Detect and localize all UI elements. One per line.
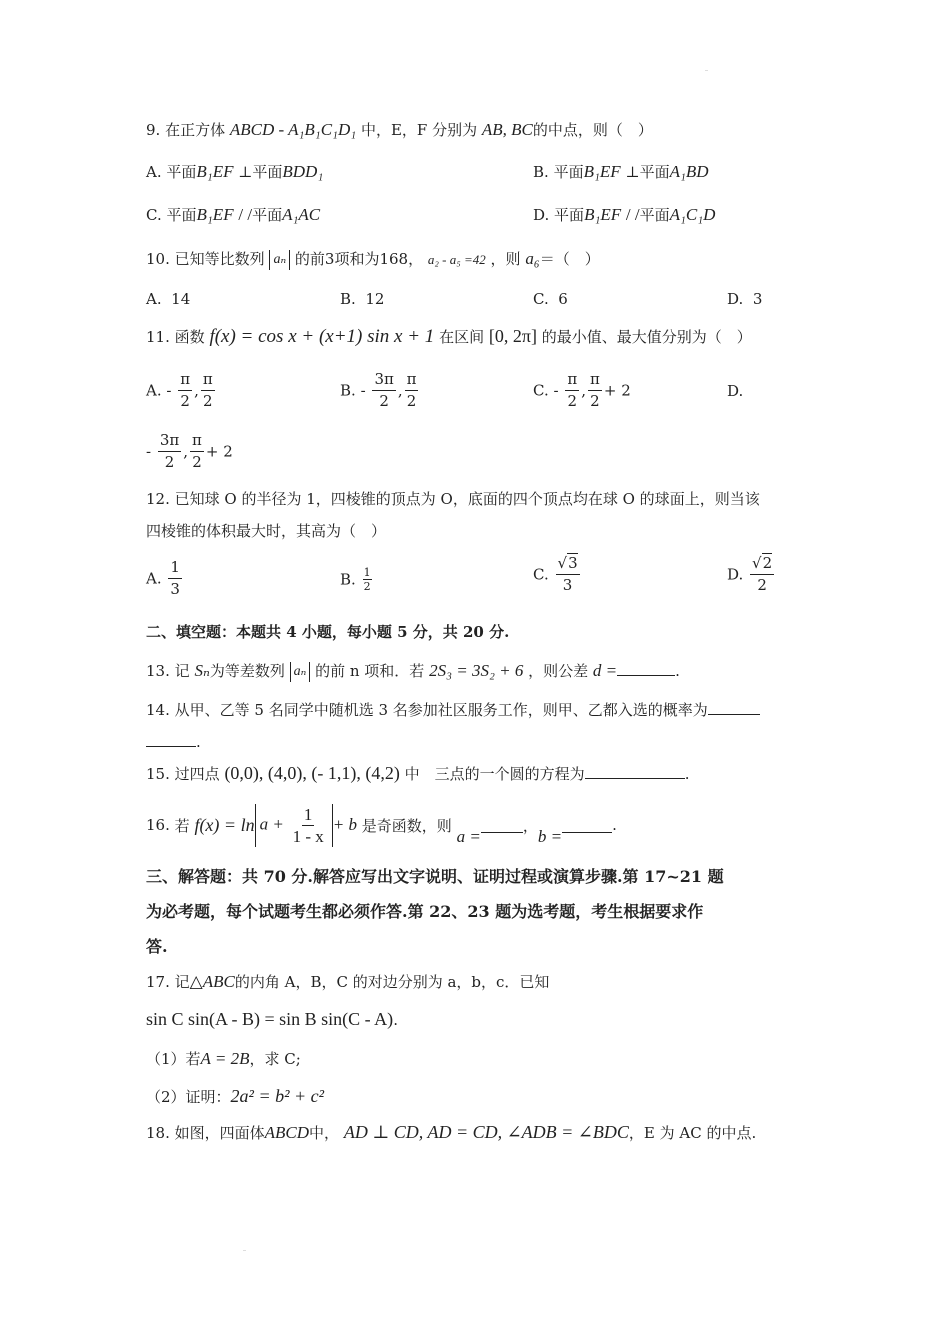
section-3-heading-line2: 为必考题，每个试题考生都必须作答.第 22、23 题为选考题，考生根据要求作: [146, 902, 704, 921]
section-2-heading: 二、填空题：本题共 4 小题，每小题 5 分，共 20 分.: [146, 623, 510, 641]
question-10-option-c[interactable]: C. 6: [533, 290, 568, 308]
question-11-option-a[interactable]: A. - $\frac{\pi}{2}$ , $\frac{\pi}{2}$: [146, 370, 213, 410]
question-17-equation: sin C sin(A - B) = sin B sin(C - A).: [146, 1009, 398, 1029]
question-14-cont: .: [146, 732, 201, 752]
question-10-option-a[interactable]: A. 14: [146, 290, 191, 308]
answer-blank[interactable]: [585, 764, 685, 779]
answer-blank[interactable]: [708, 700, 760, 715]
question-12-option-b[interactable]: B. $\frac{1}{2}$: [340, 566, 371, 593]
question-11-option-c[interactable]: C. - $\frac{\pi}{2}$ , $\frac{\pi}{2}$ + 2: [533, 370, 631, 410]
question-15: 15. 过四点 (0,0), (4,0), (- 1,1), (4,2) 中 三点的一个圆的方程为 .: [146, 763, 690, 783]
question-18-stem: 18. 如图，四面体ABCD中， AD ⊥ CD, AD = CD, ∠ADB = ∠BDC，E 为 AC 的中点.: [146, 1122, 757, 1142]
answer-blank[interactable]: [481, 818, 523, 833]
answer-blank[interactable]: [146, 732, 196, 747]
question-10-stem: 10. 已知等比数列 aₙ 的前3项和为168， a₂ - a₅ =42 ，则 a₆＝（ ）: [146, 249, 600, 268]
question-9-option-b[interactable]: B. 平面B₁EF ⊥平面A₁BD: [533, 162, 709, 181]
scan-mark: [705, 70, 708, 71]
section-3-heading-line3: 答.: [146, 937, 168, 956]
answer-blank[interactable]: [562, 818, 612, 833]
question-14: 14. 从甲、乙等 5 名同学中随机选 3 名参加社区服务工作，则甲、乙都入选的概率为: [146, 700, 760, 720]
question-12-option-a[interactable]: A. $\frac{1}{3}$: [146, 558, 180, 598]
answer-blank[interactable]: [617, 661, 675, 676]
question-12-stem-line1: 12. 已知球 O 的半径为 1，四棱锥的顶点为 O，底面的四个顶点均在球 O 的球面上，则当该: [146, 490, 760, 508]
question-17-stem: 17. 记△ABC的内角 A，B，C 的对边分别为 a，b，c．已知: [146, 972, 550, 991]
section-3-heading-line1: 三、解答题：共 70 分.解答应写出文字说明、证明过程或演算步骤.第 17~21 题: [146, 867, 724, 886]
question-17-part-2: （2）证明：2a² = b² + c²: [146, 1086, 325, 1106]
question-11-stem: 11. 函数 f(x) = cos x + (x+1) sin x + 1 在区间 [0, 2π] 的最小值、最大值分别为（ ）: [146, 326, 752, 347]
question-10-option-d[interactable]: D. 3: [727, 290, 763, 308]
question-10-option-b[interactable]: B. 12: [340, 290, 385, 308]
question-9-option-c[interactable]: C. 平面B₁EF / /平面A₁AC: [146, 205, 321, 224]
question-9-option-a[interactable]: A. 平面B₁EF ⊥平面BDD₁: [146, 162, 324, 181]
question-11-option-d-label[interactable]: D.: [727, 382, 744, 400]
question-13: 13. 记 Sₙ为等差数列 aₙ 的前 n 项和．若 2S₃ = 3S₂ + 6 ，则公差 d = .: [146, 661, 680, 680]
question-11-option-d[interactable]: - $\frac{3\pi}{2}$ , $\frac{\pi}{2}$ + 2: [146, 431, 233, 471]
scan-mark: [243, 1250, 246, 1251]
question-12-stem-line2: 四棱锥的体积最大时，其高为（ ）: [146, 522, 387, 540]
question-12-option-d[interactable]: D. $\frac{√2}{2}$: [727, 554, 773, 594]
question-16: 16. 若 f(x) = ln a + $\frac{1}{1 - x}$ + b 是奇函数，则 a = ， b = .: [146, 804, 617, 846]
question-9-option-d[interactable]: D. 平面B₁EF / /平面A₁C₁D: [533, 205, 716, 224]
question-9-stem: 9. 在正方体 ABCD - A₁B₁C₁D₁ 中，E，F 分别为 AB, BC的中点，则（ ）: [146, 120, 653, 139]
question-12-option-c[interactable]: C. $\frac{√3}{3}$: [533, 554, 578, 594]
question-17-part-1: （1）若A = 2B，求 C;: [146, 1049, 301, 1068]
question-11-option-b[interactable]: B. - $\frac{3\pi}{2}$ , $\frac{\pi}{2}$: [340, 370, 417, 410]
